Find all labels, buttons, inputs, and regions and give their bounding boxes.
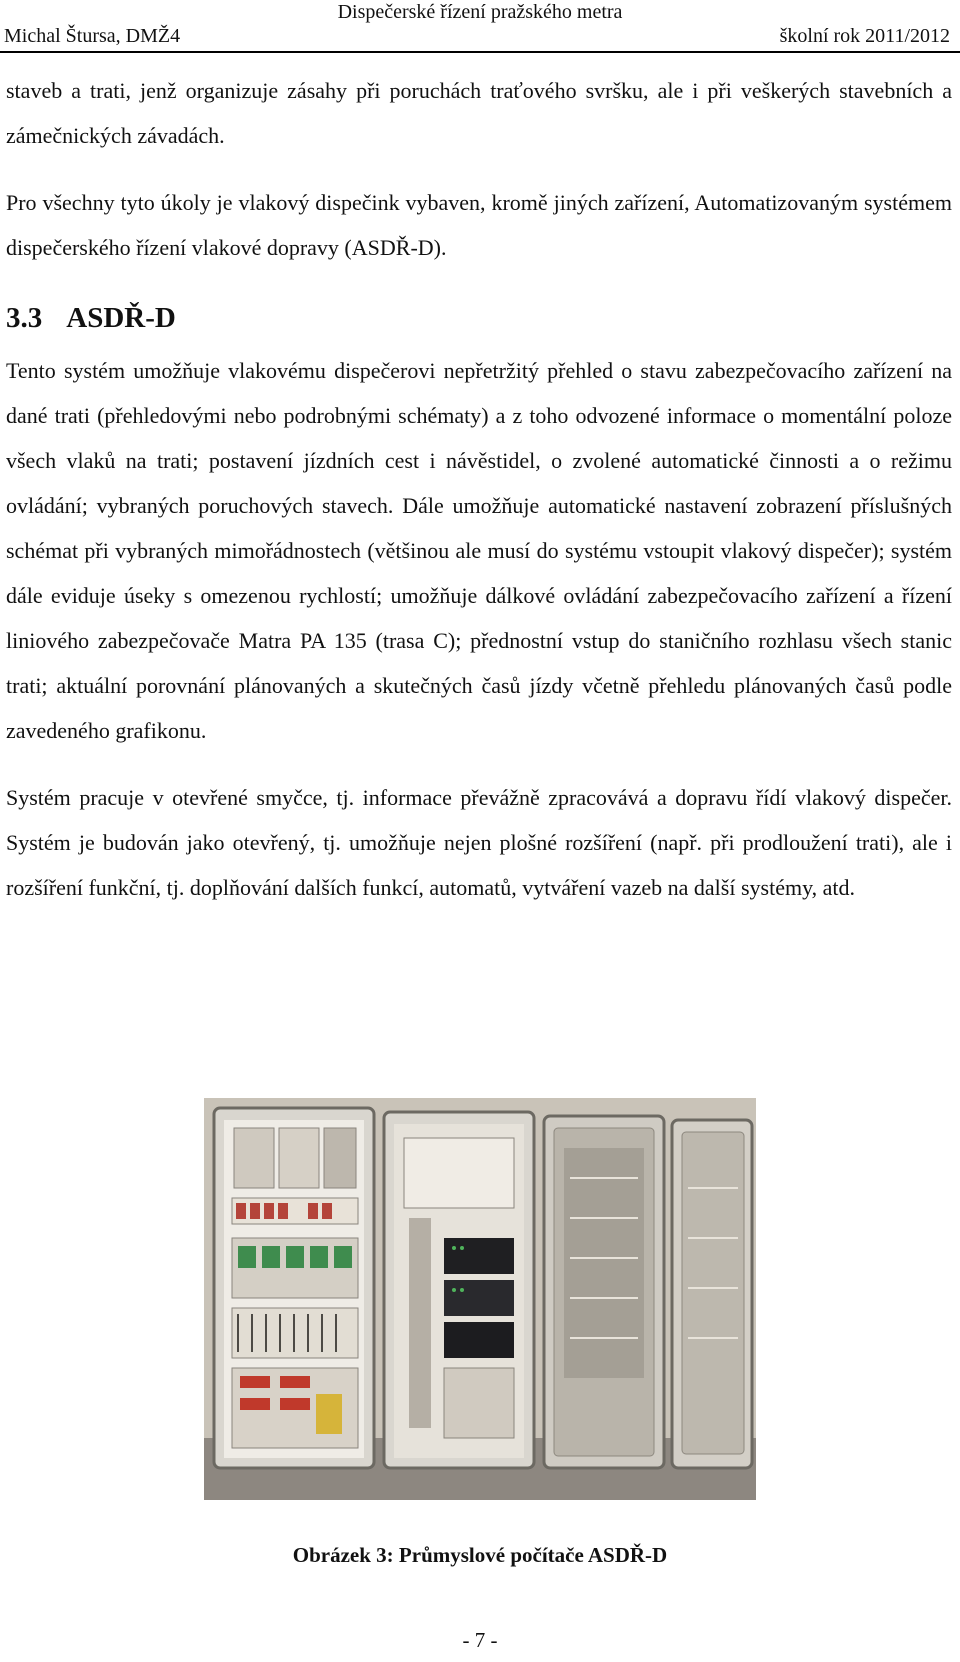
intro-paragraph-1: staveb a trati, jenž organizuje zásahy při poruchách traťového svršku, ale i při veškerých stavebních a zámečnických závadách. [6, 78, 952, 148]
section-paragraph-1: Tento systém umožňuje vlakovému dispečerovi nepřetržitý přehled o stavu zabezpečovacího zařízení na dané trati (přehledovými nebo podrobnými schématy) a z toho odvozené informace o momentální poloze všech vlaků na trati; postavení jízdních cest i návěstidel, o zvolené automatické činnosti a o režimu ovládání; vybraných poruchových stavech. Dále umožňuje automatické nastavení zobrazení příslušných schémat při vybraných mimořádnostech (většinou ale musí do systému vstoupit vlakový dispečer); systém dále eviduje úseky s omezenou rychlostí; umožňuje dálkové ovládání zabezpečovacího zařízení a řízení liniového zabezpečovače Matra PA 135 (trasa C); přednostní vstup do staničního rozhlasu všech stanic trati; aktuální porovnání plánovaných a skutečných časů jízdy včetně přehledu plánovaných časů podle zavedeného grafikonu. [6, 358, 952, 743]
section-paragraph-2: Systém pracuje v otevřené smyčce, tj. informace převážně zpracovává a dopravu řídí vlakový dispečer. Systém je budován jako otevřený, tj. umožňuje nejen plošné rozšíření (např. při prodloužení trati), ale i rozšíření funkční, tj. doplňování dalších funkcí, automatů, vytváření vazeb na další systémy, atd. [6, 785, 952, 900]
header-school-year: školní rok 2011/2012 [779, 25, 950, 47]
header-document-title: Dispečerské řízení pražského metra [337, 1, 623, 23]
page-number: - 7 - [462, 1628, 498, 1652]
section-title: ASDŘ-D [66, 302, 176, 334]
main-content [6, 68, 952, 910]
figure-caption: Obrázek 3: Průmyslové počítače ASDŘ-D [292, 1543, 668, 1567]
section-number: 3.3 [6, 302, 43, 334]
header-divider [0, 51, 960, 53]
figure-photo-industrial-computers [204, 1098, 756, 1500]
section-heading [6, 296, 952, 340]
intro-paragraph-2: Pro všechny tyto úkoly je vlakový dispečink vybaven, kromě jiných zařízení, Automatizovaným systémem dispečerského řízení vlakové dopravy (ASDŘ-D). [6, 190, 952, 260]
header-author: Michal Štursa, DMŽ4 [4, 25, 181, 47]
